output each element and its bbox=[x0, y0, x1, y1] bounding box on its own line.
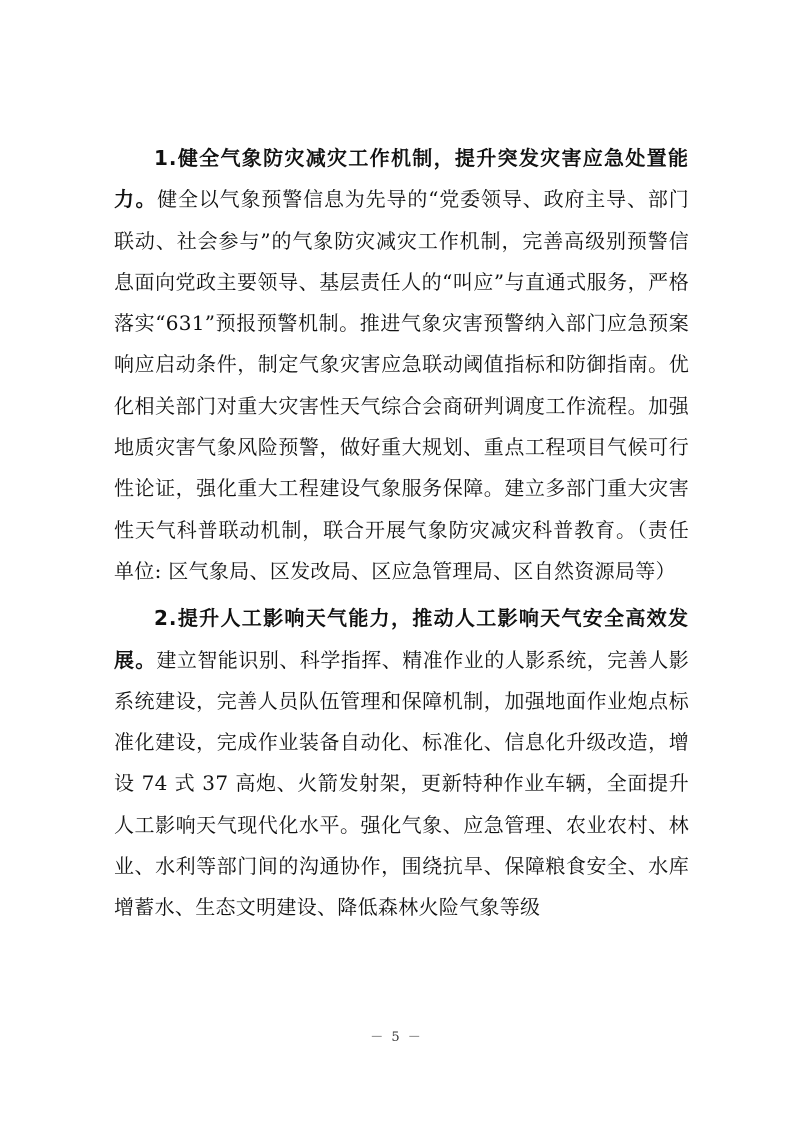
section-text-2: 建立智能识别、科学指挥、精准作业的人影系统，完善人影系统建设，完善人员队伍管理和保障机制，加强地面作业炮点标准化建设，完成作业装备自动化、标准化、信息化升级改造，增设 74 式 37 高炮、火箭发射架，更新特种作业车辆，全面提升人工影响天气现代化水平。强化气象、应急管理、农业农村、林业、水利等部门间的沟通协作，围绕抗旱、保障粮食安全、水库增蓄水、生态文明建设、降低森林火险气象等级 bbox=[114, 647, 689, 920]
section-heading-2: 2.提升人工影响天气能力，推动人工影响天气安全高效发展。 bbox=[114, 606, 689, 672]
section-paragraph-2 bbox=[114, 598, 689, 928]
section-heading-1: 1.健全气象防灾减灾工作机制，提升突发灾害应急处置能力。 bbox=[114, 146, 689, 212]
page-number: － 5 － bbox=[370, 1030, 423, 1045]
section-paragraph-1 bbox=[114, 138, 689, 592]
document-body bbox=[114, 138, 689, 935]
section-text-1: 健全以气象预警信息为先导的“党委领导、政府主导、部门联动、社会参与”的气象防灾减灾工作机制，完善高级别预警信息面向党政主要领导、基层责任人的“叫应”与直通式服务，严格落实“631”预报预警机制。推进气象灾害预警纳入部门应急预案响应启动条件，制定气象灾害应急联动阈值指标和防御指南。优化相关部门对重大灾害性天气综合会商研判调度工作流程。加强地质灾害气象风险预警，做好重大规划、重点工程项目气候可行性论证，强化重大工程建设气象服务保障。建立多部门重大灾害性天气科普联动机制，联合开展气象防灾减灾科普教育。（责任单位: 区气象局、区发改局、区应急管理局、区自然资源局等） bbox=[114, 187, 689, 583]
